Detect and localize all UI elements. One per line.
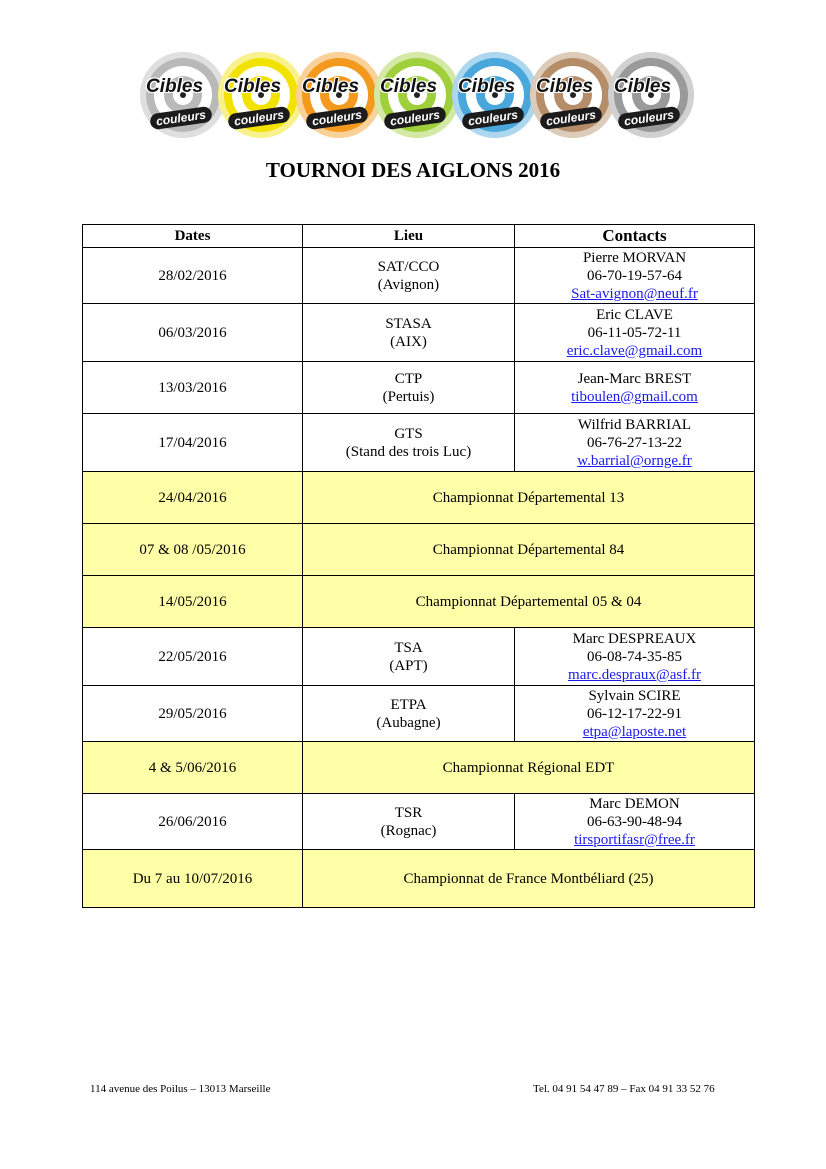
tournament-row — [83, 362, 755, 414]
event-text: Championnat Départemental 05 & 04 — [415, 593, 642, 610]
logo-word: Cibles — [146, 76, 204, 97]
contact-phone: 06-70-19-57-64 — [587, 267, 682, 284]
contact-email-link[interactable]: w.barrial@ornge.fr — [577, 452, 692, 469]
date-cell — [83, 304, 303, 362]
championship-row — [83, 742, 755, 794]
event-text: Championnat Départemental 84 — [432, 541, 625, 558]
date-cell — [83, 576, 303, 628]
club-name: STASA — [385, 315, 432, 332]
club-name: TSA — [394, 639, 423, 656]
footer-phone-fax: Tel. 04 91 54 47 89 – Fax 04 91 33 52 76 — [533, 1083, 715, 1095]
contact-phone: 06-11-05-72-11 — [587, 324, 682, 341]
logo-target-icon — [296, 52, 382, 138]
event-cell — [303, 850, 755, 908]
logo-word: Cibles — [224, 76, 282, 97]
club-city: (Rognac) — [380, 822, 437, 839]
contact-cell — [515, 794, 755, 850]
club-city: (Aubagne) — [376, 714, 441, 731]
date-cell — [83, 794, 303, 850]
date-text: 22/05/2016 — [158, 648, 227, 665]
event-cell — [303, 472, 755, 524]
event-cell — [303, 742, 755, 794]
logo-target-icon — [452, 52, 538, 138]
logo-target-icon — [140, 52, 226, 138]
logo-subword: couleurs — [305, 106, 369, 130]
tournament-row — [83, 304, 755, 362]
contact-cell — [515, 248, 755, 304]
date-cell — [83, 686, 303, 742]
date-text: Du 7 au 10/07/2016 — [132, 870, 253, 887]
date-cell — [83, 742, 303, 794]
date-text: 06/03/2016 — [158, 324, 227, 341]
date-cell — [83, 362, 303, 414]
date-cell — [83, 850, 303, 908]
logo-word: Cibles — [302, 76, 360, 97]
event-text: Championnat de France Montbéliard (25) — [403, 870, 654, 887]
header-dates: Dates — [83, 225, 303, 248]
logo-target-icon — [608, 52, 694, 138]
footer-address: 114 avenue des Poilus – 13013 Marseille — [90, 1083, 271, 1095]
club-city: (Avignon) — [377, 276, 440, 293]
club-city: (Pertuis) — [382, 388, 435, 405]
table-header-row — [83, 225, 755, 248]
logo-target-icon — [530, 52, 616, 138]
club-name: CTP — [394, 370, 423, 387]
logo-subword: couleurs — [617, 106, 681, 130]
date-text: 28/02/2016 — [158, 267, 227, 284]
lieu-cell — [303, 628, 515, 686]
contact-cell — [515, 362, 755, 414]
lieu-cell — [303, 414, 515, 472]
logo-word: Cibles — [536, 76, 594, 97]
championship-row — [83, 472, 755, 524]
date-text: 13/03/2016 — [158, 379, 227, 396]
date-text: 26/06/2016 — [158, 813, 227, 830]
contact-name: Eric CLAVE — [596, 306, 673, 323]
logo-word: Cibles — [614, 76, 672, 97]
contact-cell — [515, 304, 755, 362]
contact-name: Sylvain SCIRE — [588, 687, 681, 704]
event-cell — [303, 576, 755, 628]
logo-subword: couleurs — [461, 106, 525, 130]
event-text: Championnat Départemental 13 — [432, 489, 625, 506]
header-lieu: Lieu — [303, 225, 515, 248]
club-name: TSR — [394, 804, 423, 821]
contact-email-link[interactable]: tiboulen@gmail.com — [571, 388, 698, 405]
championship-row — [83, 576, 755, 628]
logo-subword: couleurs — [227, 106, 291, 130]
logo-subword: couleurs — [149, 106, 213, 130]
date-text: 17/04/2016 — [158, 434, 227, 451]
logo-subword: couleurs — [383, 106, 447, 130]
contact-email-link[interactable]: Sat-avignon@neuf.fr — [571, 285, 698, 302]
tournament-schedule-table — [82, 224, 755, 908]
logo-subword: couleurs — [539, 106, 603, 130]
tournament-row — [83, 414, 755, 472]
date-cell — [83, 524, 303, 576]
contact-cell — [515, 628, 755, 686]
championship-row — [83, 850, 755, 908]
header-contacts: Contacts — [515, 225, 755, 248]
contact-name: Marc DEMON — [589, 795, 680, 812]
club-city: (AIX) — [390, 333, 427, 350]
club-name: ETPA — [390, 696, 427, 713]
contact-email-link[interactable]: marc.despraux@asf.fr — [568, 666, 701, 683]
club-city: (Stand des trois Luc) — [345, 443, 472, 460]
club-name: GTS — [394, 425, 423, 442]
lieu-cell — [303, 248, 515, 304]
contact-email-link[interactable]: tirsportifasr@free.fr — [574, 831, 695, 848]
contact-name: Jean-Marc BREST — [577, 370, 692, 387]
date-cell — [83, 248, 303, 304]
club-name: SAT/CCO — [377, 258, 440, 275]
contact-phone: 06-08-74-35-85 — [587, 648, 682, 665]
lieu-cell — [303, 362, 515, 414]
logo-target-icon — [218, 52, 304, 138]
championship-row — [83, 524, 755, 576]
date-text: 14/05/2016 — [158, 593, 227, 610]
contact-name: Wilfrid BARRIAL — [577, 416, 692, 433]
tournament-row — [83, 686, 755, 742]
club-city: (APT) — [389, 657, 428, 674]
logo-word: Cibles — [458, 76, 516, 97]
contact-phone: 06-76-27-13-22 — [587, 434, 682, 451]
contact-phone: 06-12-17-22-91 — [587, 705, 682, 722]
contact-cell — [515, 414, 755, 472]
contact-cell — [515, 686, 755, 742]
date-text: 24/04/2016 — [158, 489, 227, 506]
lieu-cell — [303, 686, 515, 742]
date-cell — [83, 472, 303, 524]
page-title: TOURNOI DES AIGLONS 2016 — [265, 158, 561, 182]
date-text: 4 & 5/06/2016 — [148, 759, 237, 776]
lieu-cell — [303, 794, 515, 850]
event-cell — [303, 524, 755, 576]
logo-target-icon — [374, 52, 460, 138]
date-cell — [83, 414, 303, 472]
contact-email-link[interactable]: eric.clave@gmail.com — [566, 342, 703, 359]
cibles-couleurs-logo — [140, 52, 700, 144]
logo-word: Cibles — [380, 76, 438, 97]
contact-phone: 06-63-90-48-94 — [587, 813, 682, 830]
tournament-row — [83, 628, 755, 686]
tournament-row — [83, 248, 755, 304]
contact-name: Marc DESPREAUX — [572, 630, 697, 647]
date-text: 29/05/2016 — [158, 705, 227, 722]
date-cell — [83, 628, 303, 686]
event-text: Championnat Régional EDT — [442, 759, 615, 776]
tournament-row — [83, 794, 755, 850]
contact-email-link[interactable]: etpa@laposte.net — [582, 723, 687, 740]
contact-name: Pierre MORVAN — [582, 249, 687, 266]
lieu-cell — [303, 304, 515, 362]
date-text: 07 & 08 /05/2016 — [139, 541, 246, 558]
